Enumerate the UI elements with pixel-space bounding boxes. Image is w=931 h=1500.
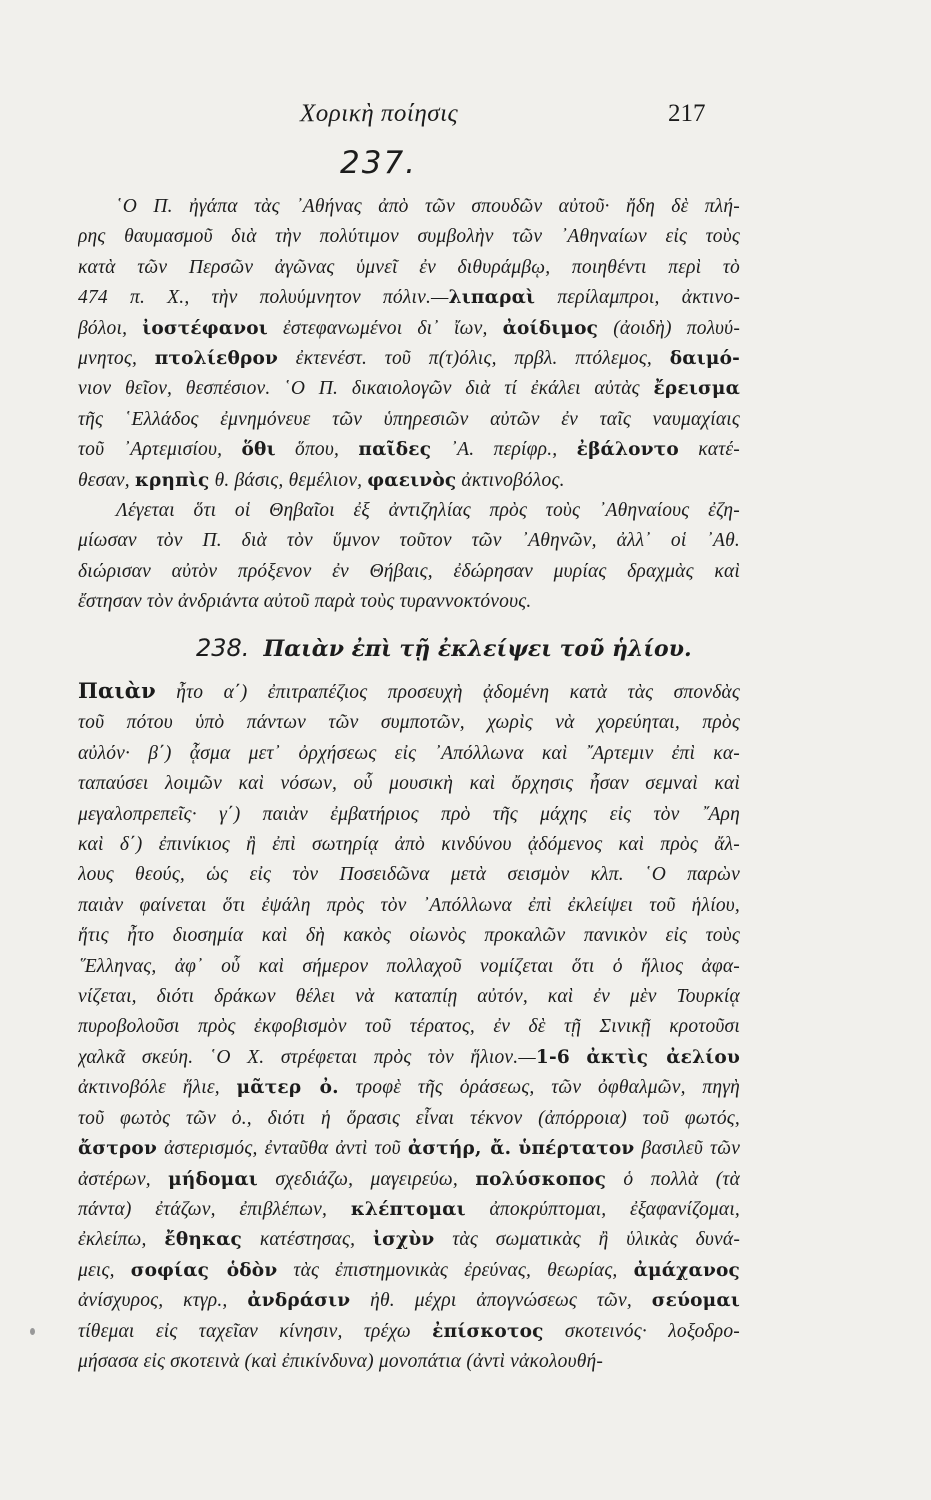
- text-line: ἀστέρων, μήδομαι σχεδιάζω, μαγειρεύω, πολύσκοπος ὁ πολλὰ (τὰ: [78, 1168, 740, 1190]
- text-line: λους θεούς, ὡς εἰς τὸν Ποσειδῶνα μετὰ σεισμὸν κλπ. ῾Ο παρὼν: [78, 864, 740, 886]
- text-line: χαλκᾶ σκεύη. ῾Ο Χ. στρέφεται πρὸς τὸν ἥλιον.—1-6 ἀκτὶς ἀελίου: [78, 1046, 740, 1068]
- text-line: 474 π. Χ., τὴν πολυύμνητον πόλιν.—λιπαραὶ περίλαμπροι, ἀκτινο-: [78, 287, 740, 309]
- text-line: ῞Ελληνας, ἀφ᾿ οὗ καὶ σήμερον πολλαχοῦ νομίζεται ὅτι ὁ ἥλιος ἀφα-: [78, 955, 740, 977]
- section-238-body: [78, 676, 740, 1377]
- section-237-body: [78, 192, 740, 618]
- text-line: ρης θαυμασμοῦ διὰ τὴν πολύτιμον συμβολὴν τῶν ᾿Αθηναίων εἰς τοὺς: [78, 226, 740, 248]
- text-line: τοῦ φωτὸς τῶν ὀ., διότι ἡ ὅρασις εἶναι τέκνον (ἀπόρροια) τοῦ φωτός,: [78, 1107, 740, 1129]
- section-number-237: 237.: [340, 145, 418, 181]
- text-line: αὐλόν· β΄) ᾆσμα μετ᾿ ὀρχήσεως εἰς ᾿Απόλλωνα καὶ ῎Αρτεμιν ἐπὶ κα-: [78, 742, 740, 764]
- text-line: ἔστησαν τὸν ἀνδριάντα αὐτοῦ παρὰ τοὺς τυραννοκτόνους.: [78, 591, 532, 613]
- text-line: ταπαύσει λοιμῶν καὶ νόσων, οὗ μουσικὴ καὶ ὄρχησις ἦσαν σεμναὶ καὶ: [78, 773, 740, 795]
- text-line: Λέγεται ὅτι οἱ Θηβαῖοι ἐξ ἀντιζηλίας πρὸς τοὺς ᾿Αθηναίους ἐζη-: [116, 500, 740, 522]
- text-line: τίθεμαι εἰς ταχεῖαν κίνησιν, τρέχω ἐπίσκοτος σκοτεινός· λοξοδρο-: [78, 1320, 740, 1342]
- section-number-238: 238.: [196, 634, 250, 662]
- page-number: 217: [668, 100, 706, 127]
- text-line: μίωσαν τὸν Π. διὰ τὸν ὕμνον τοῦτον τῶν ᾿Αθηνῶν, ἀλλ᾿ οἱ ᾿Αθ.: [78, 530, 740, 552]
- text-line: μήσασα εἰς σκοτεινὰ (καὶ ἐπικίνδυνα) μονοπάτια (ἀντὶ νἀκολουθή-: [78, 1350, 604, 1372]
- text-line: μνητος, πτολίεθρον ἐκτενέστ. τοῦ π(τ)όλις, πρβλ. πτόλεμος, δαιμό-: [78, 348, 740, 370]
- text-line: μεγαλοπρεπεῖς· γ΄) παιὰν ἐμβατήριος πρὸ τῆς μάχης εἰς τὸν ῎Αρη: [78, 803, 740, 825]
- text-line: διώρισαν αὐτὸν πρόξενον ἐν Θήβαις, ἐδώρησαν μυρίας δραχμὰς καὶ: [78, 560, 740, 582]
- text-line: ἐκλείπω, ἔθηκας κατέστησας, ἰσχὺν τὰς σωματικὰς ἢ ὑλικὰς δυνά-: [78, 1229, 740, 1251]
- text-line: πάντα) ἐτάζων, ἐπιβλέπων, κλέπτομαι ἀποκρύπτομαι, ἐξαφανίζομαι,: [78, 1198, 740, 1220]
- paper-speck: [30, 1328, 35, 1335]
- text-line: ἀκτινοβόλε ἥλιε, μᾶτερ ὀ. τροφὲ τῆς ὁράσεως, τῶν ὀφθαλμῶν, πηγὴ: [78, 1077, 740, 1099]
- text-line: κατὰ τῶν Περσῶν ἀγῶνας ὑμνεῖ ἐν διθυράμβῳ, ποιηθέντι περὶ τὸ: [78, 256, 740, 278]
- text-line: τοῦ πότου ὑπὸ πάντων τῶν συμποτῶν, χωρὶς νὰ χορεύηται, πρὸς: [78, 712, 740, 734]
- text-line: ἥτις ἦτο διοσημία καὶ δὴ κακὸς οἰωνὸς προκαλῶν πανικὸν εἰς τοὺς: [78, 925, 740, 947]
- running-title: Χορικὴ ποίησις: [300, 100, 459, 127]
- text-line: ἀνίσχυρος, κτγρ., ἀνδράσιν ἠθ. μέχρι ἀπογνώσεως τῶν, σεύομαι: [78, 1290, 740, 1312]
- section-238-heading: [196, 634, 692, 662]
- text-line: τῆς ῾Ελλάδος ἐμνημόνευε τῶν ὑπηρεσιῶν αὐτῶν ἐν ταῖς ναυμαχίαις: [78, 408, 740, 430]
- text-line: Παιὰν ἦτο α΄) ἐπιτραπέζιος προσευχὴ ᾀδομένη κατὰ τὰς σπονδὰς: [78, 678, 740, 703]
- text-line: θεσαν, κρηπὶς θ. βάσις, θεμέλιον, φαεινὸς ἀκτινοβόλος.: [78, 469, 565, 491]
- text-line: τοῦ ᾿Αρτεμισίου, ὅθι ὅπου, παῖδες ᾿Α. περίφρ., ἐβάλοντο κατέ-: [78, 439, 740, 461]
- text-line: ῾Ο Π. ἠγάπα τὰς ᾿Αθήνας ἀπὸ τῶν σπουδῶν αὐτοῦ· ἤδη δὲ πλή-: [116, 196, 740, 217]
- text-line: καὶ δ΄) ἐπινίκιος ἢ ἐπὶ σωτηρίᾳ ἀπὸ κινδύνου ᾀδόμενος καὶ πρὸς ἄλ-: [78, 834, 740, 856]
- section-title-238: Παιὰν ἐπὶ τῇ ἐκλείψει τοῦ ἡλίου.: [263, 636, 692, 662]
- text-line: νιον θεῖον, θεσπέσιον. ῾Ο Π. δικαιολογῶν διὰ τί ἐκάλει αὐτὰς ἔρεισμα: [78, 378, 740, 400]
- text-line: νίζεται, διότι δράκων θέλει νὰ καταπίῃ αὐτόν, καὶ ἐν μὲν Τουρκίᾳ: [78, 986, 740, 1008]
- running-head: [0, 100, 931, 140]
- text-line: παιὰν φαίνεται ὅτι ἐψάλη πρὸς τὸν ᾿Απόλλωνα ἐπὶ ἐκλείψει τοῦ ἡλίου,: [78, 894, 740, 916]
- text-line: βόλοι, ἰοστέφανοι ἐστεφανωμένοι δι᾿ ἴων, ἀοίδιμος (ἀοιδὴ) πολυύ-: [78, 317, 740, 339]
- text-line: πυροβολοῦσι πρὸς ἐκφοβισμὸν τοῦ τέρατος, ἐν δὲ τῇ Σινικῇ κροτοῦσι: [78, 1016, 740, 1038]
- text-line: ἄστρον ἀστερισμός, ἐνταῦθα ἀντὶ τοῦ ἀστήρ, ἄ. ὑπέρτατον βασιλεῦ τῶν: [78, 1138, 740, 1160]
- text-line: μεις, σοφίας ὁδὸν τὰς ἐπιστημονικὰς ἐρεύνας, θεωρίας, ἀμάχανος: [78, 1259, 740, 1281]
